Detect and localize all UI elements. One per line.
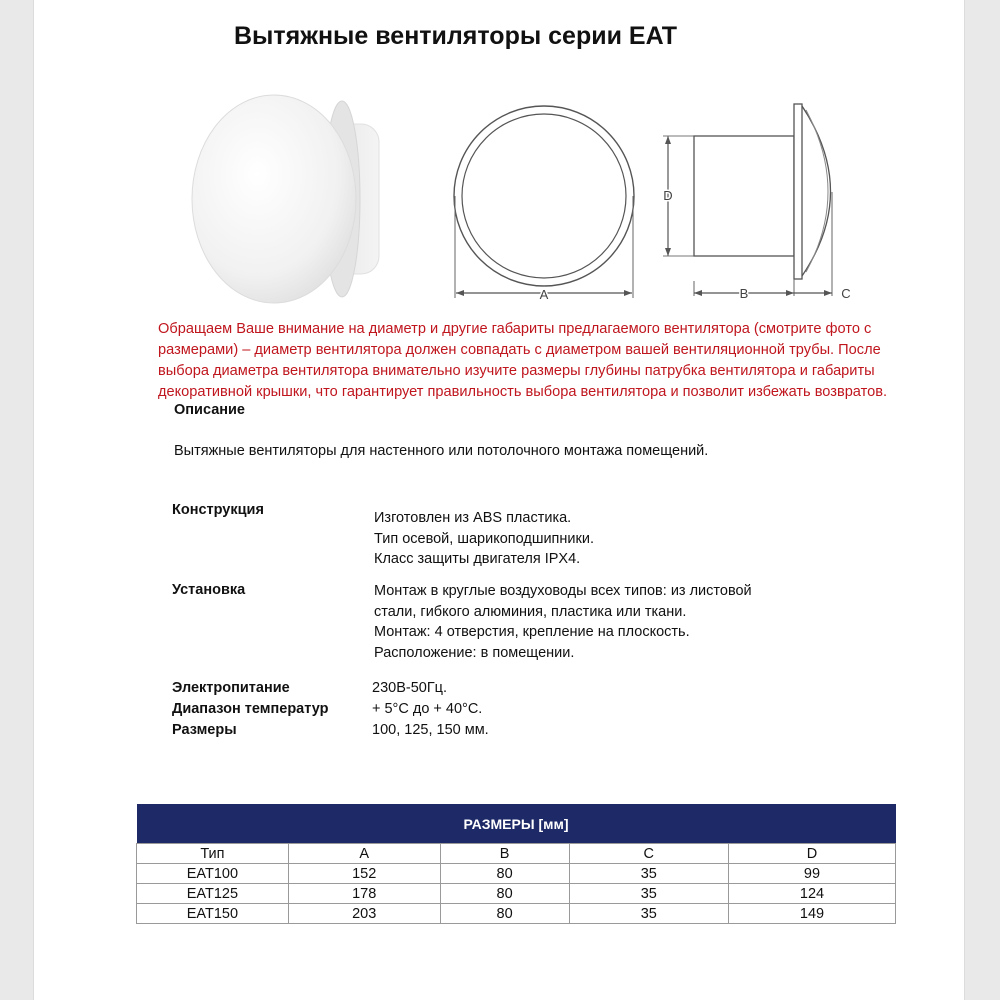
col-header-c: C — [569, 844, 728, 864]
temperature-label: Диапазон температур — [172, 701, 329, 717]
cell-a: 203 — [288, 904, 440, 924]
table-row — [137, 864, 896, 884]
installation-line: стали, гибкого алюминия, пластика или ткани. — [374, 603, 687, 620]
table-header-row — [137, 844, 896, 864]
cell-d: 149 — [728, 904, 895, 924]
construction-text — [374, 508, 594, 570]
installation-heading: Установка — [172, 582, 246, 598]
installation-line: Расположение: в помещении. — [374, 644, 575, 661]
installation-line: Монтаж: 4 отверстия, крепление на плоскость. — [374, 624, 690, 640]
col-header-type: Тип — [137, 844, 289, 864]
cell-d: 99 — [728, 864, 895, 884]
installation-text — [374, 581, 752, 663]
side-view-diagram — [654, 96, 864, 311]
dim-c-label: C — [841, 286, 851, 301]
construction-line: Тип осевой, шарикоподшипники. — [374, 530, 594, 547]
col-header-a: A — [288, 844, 440, 864]
cell-a: 178 — [288, 884, 440, 904]
construction-line: Изготовлен из ABS пластика. — [374, 510, 572, 526]
page-title: Вытяжные вентиляторы серии EAT — [234, 22, 678, 50]
table-row — [137, 904, 896, 924]
fan-photo — [174, 86, 386, 316]
document-page — [34, 0, 964, 1000]
dim-b-label: B — [739, 286, 749, 301]
cell-b: 80 — [440, 904, 569, 924]
power-value: 230В-50Гц. — [372, 680, 448, 696]
dim-d-label: D — [663, 188, 673, 203]
power-label: Электропитание — [172, 680, 290, 696]
table-row — [137, 884, 896, 904]
warning-notice: Обращаем Ваше внимание на диаметр и другие габариты предлагаемого вентилятора (смотрите фото с размерами) – диаметр вентилятора должен совпадать с диаметром вашей вентиляционной трубы. После выбора диаметра вентилятора внимательно изучите размеры глубины патрубка вентилятора и габариты декоративной крышки, что гарантирует правильность выбора вентилятора и позволит избежать возвратов. — [158, 321, 888, 400]
description-heading: Описание — [174, 402, 245, 418]
temperature-value: + 5°C до + 40°C. — [372, 701, 483, 717]
dimensions-table — [136, 804, 896, 924]
cell-type: EAT100 — [137, 864, 289, 884]
cell-a: 152 — [288, 864, 440, 884]
cell-d: 124 — [728, 884, 895, 904]
col-header-b: B — [440, 844, 569, 864]
cell-type: EAT125 — [137, 884, 289, 904]
col-header-d: D — [728, 844, 895, 864]
size-value: 100, 125, 150 мм. — [372, 722, 489, 738]
cell-c: 35 — [569, 884, 728, 904]
front-view-diagram — [444, 96, 654, 311]
cell-type: EAT150 — [137, 904, 289, 924]
cell-c: 35 — [569, 904, 728, 924]
cell-b: 80 — [440, 884, 569, 904]
size-label: Размеры — [172, 722, 237, 738]
description-text: Вытяжные вентиляторы для настенного или потолочного монтажа помещений. — [174, 443, 709, 459]
construction-line: Класс защиты двигателя IPX4. — [374, 551, 581, 567]
cell-b: 80 — [440, 864, 569, 884]
cell-c: 35 — [569, 864, 728, 884]
installation-line: Монтаж в круглые воздуховоды всех типов: из листовой — [374, 583, 752, 599]
table-title: РАЗМЕРЫ [мм] — [137, 804, 896, 844]
dim-a-label: A — [539, 287, 549, 302]
construction-heading: Конструкция — [172, 502, 264, 518]
